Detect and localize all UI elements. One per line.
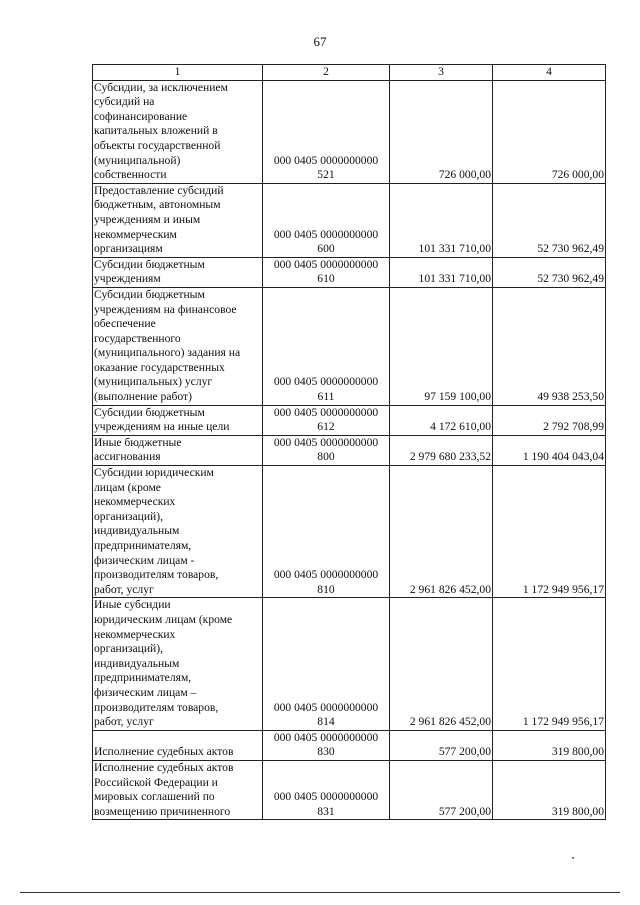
row-code: 000 0405 0000000000 830 xyxy=(263,730,390,760)
column-header-3: 3 xyxy=(390,65,493,81)
table-row xyxy=(93,287,606,405)
row-value-col3: 577 200,00 xyxy=(390,730,493,760)
row-value-col4: 2 792 708,99 xyxy=(493,405,606,435)
row-code: 000 0405 0000000000 610 xyxy=(263,257,390,287)
row-name: Иные бюджетные ассигнования xyxy=(93,435,263,465)
row-value-col3: 4 172 610,00 xyxy=(390,405,493,435)
row-code: 000 0405 0000000000 831 xyxy=(263,760,390,819)
row-code: 000 0405 0000000000 600 xyxy=(263,183,390,257)
row-value-col4: 52 730 962,49 xyxy=(493,183,606,257)
row-value-col3: 2 979 680 233,52 xyxy=(390,435,493,465)
budget-table xyxy=(92,64,606,820)
table-row xyxy=(93,730,606,760)
row-code: 000 0405 0000000000 810 xyxy=(263,466,390,598)
table-header-row xyxy=(93,65,606,81)
table-row xyxy=(93,598,606,730)
row-value-col4: 52 730 962,49 xyxy=(493,257,606,287)
row-value-col3: 2 961 826 452,00 xyxy=(390,598,493,730)
row-code: 000 0405 0000000000 814 xyxy=(263,598,390,730)
row-name: Субсидии бюджетным учреждениям на иные цели xyxy=(93,405,263,435)
row-name: Субсидии бюджетным учреждениям xyxy=(93,257,263,287)
row-code: 000 0405 0000000000 611 xyxy=(263,287,390,405)
row-value-col4: 1 190 404 043,04 xyxy=(493,435,606,465)
row-code: 000 0405 0000000000 800 xyxy=(263,435,390,465)
row-value-col4: 1 172 949 956,17 xyxy=(493,598,606,730)
table-row xyxy=(93,80,606,183)
row-value-col4: 49 938 253,50 xyxy=(493,287,606,405)
row-value-col3: 97 159 100,00 xyxy=(390,287,493,405)
table-row xyxy=(93,257,606,287)
row-value-col3: 101 331 710,00 xyxy=(390,257,493,287)
row-name: Предоставление субсидий бюджетным, автономным учреждениям и иным некоммерческим организациям xyxy=(93,183,263,257)
page-number: 67 xyxy=(313,34,327,49)
row-name: Исполнение судебных актов Российской Федерации и мировых соглашений по возмещению причиненного xyxy=(93,760,263,819)
scan-speck xyxy=(572,857,574,859)
row-value-col4: 726 000,00 xyxy=(493,80,606,183)
table-row xyxy=(93,466,606,598)
table-row xyxy=(93,760,606,819)
row-name: Субсидии, за исключением субсидий на софинансирование капитальных вложений в объекты государственной (муниципальной) собственности xyxy=(93,80,263,183)
row-name: Субсидии юридическим лицам (кроме некоммерческих организаций), индивидуальным предпринимателям, физическим лицам - производителям товаров, работ, услуг xyxy=(93,466,263,598)
row-value-col3: 577 200,00 xyxy=(390,760,493,819)
row-value-col4: 319 800,00 xyxy=(493,760,606,819)
table-row xyxy=(93,435,606,465)
row-value-col3: 726 000,00 xyxy=(390,80,493,183)
row-code: 000 0405 0000000000 612 xyxy=(263,405,390,435)
row-value-col4: 1 172 949 956,17 xyxy=(493,466,606,598)
table-row xyxy=(93,183,606,257)
row-name: Субсидии бюджетным учреждениям на финансовое обеспечение государственного (муниципального) задания на оказание государственных (муниципальных) услуг (выполнение работ) xyxy=(93,287,263,405)
row-value-col3: 101 331 710,00 xyxy=(390,183,493,257)
column-header-1: 1 xyxy=(93,65,263,81)
scan-edge-line xyxy=(20,892,620,893)
row-code: 000 0405 0000000000 521 xyxy=(263,80,390,183)
row-value-col4: 319 800,00 xyxy=(493,730,606,760)
row-name: Иные субсидии юридическим лицам (кроме некоммерческих организаций), индивидуальным предпринимателям, физическим лицам – производителям товаров, работ, услуг xyxy=(93,598,263,730)
row-value-col3: 2 961 826 452,00 xyxy=(390,466,493,598)
table-row xyxy=(93,405,606,435)
column-header-2: 2 xyxy=(263,65,390,81)
column-header-4: 4 xyxy=(493,65,606,81)
row-name: Исполнение судебных актов xyxy=(93,730,263,760)
